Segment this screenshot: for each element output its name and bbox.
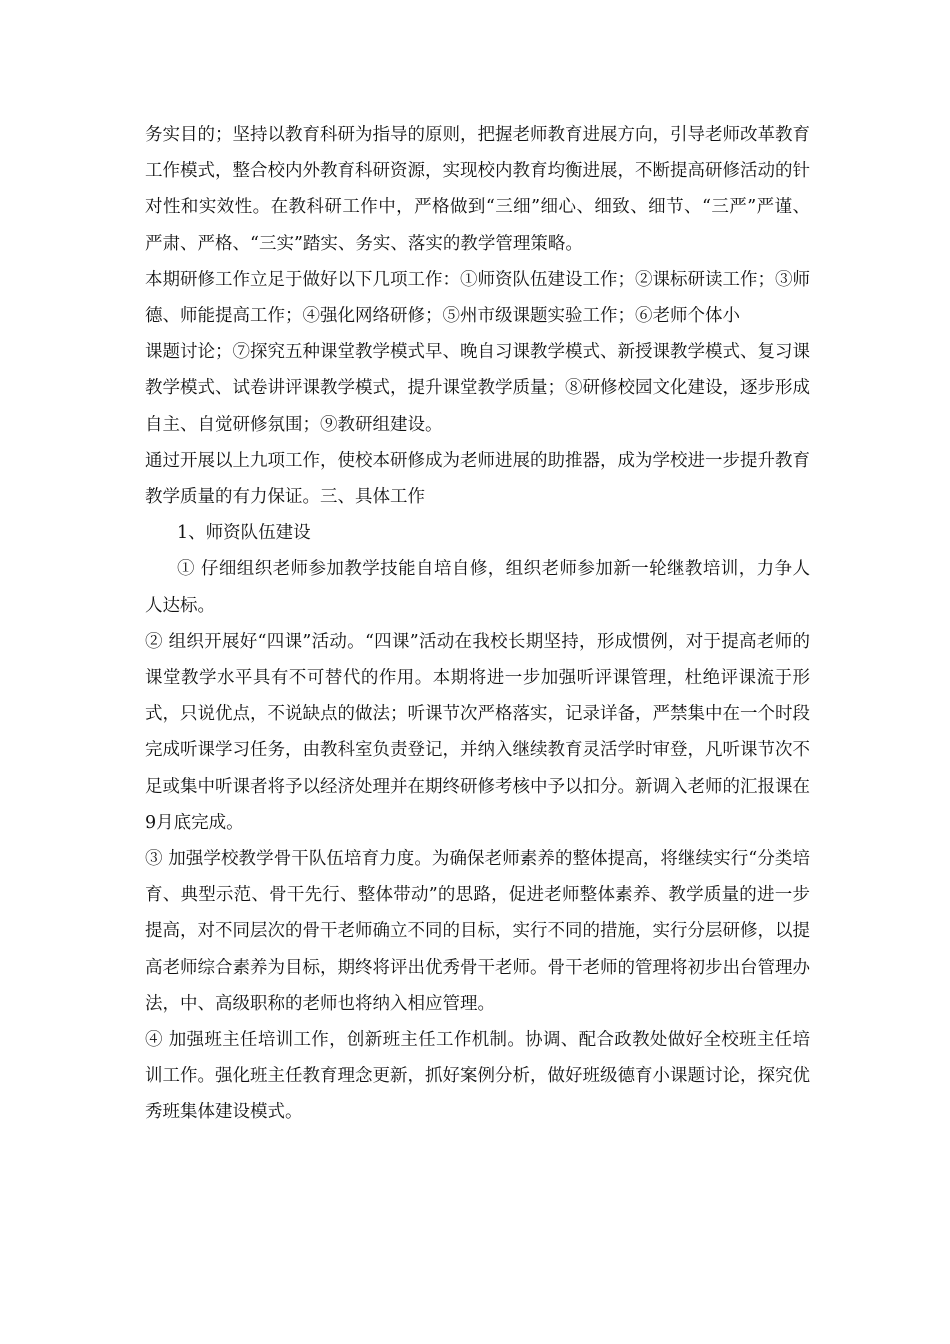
- paragraph-work-items: 本期研修工作立足于做好以下几项工作：①师资队伍建设工作；②课标研读工作；③师德、师能提高工作；④强化网络研修；⑤州市级课题实验工作；⑥老师个体小: [145, 269, 810, 327]
- paragraph-summary: 通过开展以上九项工作，使校本研修成为老师进展的助推器，成为学校进一步提升教育教学质量的有力保证。三、具体工作: [145, 450, 810, 508]
- paragraph-item-1: ① 仔细组织老师参加教学技能自培自修，组织老师参加新一轮继教培训，力争人人达标。: [145, 559, 810, 616]
- paragraph-work-items-continued: 课题讨论；⑦探究五种课堂教学模式早、晚自习课教学模式、新授课教学模式、复习课教学模式、试卷讲评课教学模式，提升课堂教学质量；⑧研修校园文化建设，逐步形成自主、自觉研修氛围；⑨教研组建设。: [145, 342, 810, 435]
- paragraph-item-2: ② 组织开展好“四课”活动。“四课”活动在我校长期坚持，形成惯例，对于提高老师的课堂教学水平具有不可替代的作用。本期将进一步加强听评课管理，杜绝评课流于形式，只说优点，不说缺点的做法；听课节次严格落实，记录详备，严禁集中在一个时段完成听课学习任务，由教科室负责登记，并纳入继续教育灵活学时审登，凡听课节次不足或集中听课者将予以经济处理并在期终研修考核中予以扣分。新调入老师的汇报课在9月底完成。: [145, 631, 810, 833]
- paragraph-item-3: ③ 加强学校教学骨干队伍培育力度。为确保老师素养的整体提高，将继续实行“分类培育、典型示范、骨干先行、整体带动”的思路，促进老师整体素养、教学质量的进一步提高，对不同层次的骨干老师确立不同的目标，实行不同的措施，实行分层研修，以提高老师综合素养为目标，期终将评出优秀骨干老师。骨干老师的管理将初步出台管理办法，中、高级职称的老师也将纳入相应管理。: [145, 849, 810, 1014]
- paragraph-item-4: ④ 加强班主任培训工作，创新班主任工作机制。协调、配合政教处做好全校班主任培训工作。强化班主任教育理念更新，抓好案例分析，做好班级德育小课题讨论，探究优秀班集体建设模式。: [145, 1030, 810, 1123]
- document-body: [145, 117, 810, 1131]
- section-heading-teacher-team: 1、师资队伍建设: [177, 523, 311, 544]
- paragraph-principles: 务实目的；坚持以教育科研为指导的原则，把握老师教育进展方向，引导老师改革教育工作模式，整合校内外教育科研资源，实现校内教育均衡进展，不断提高研修活动的针对性和实效性。在教科研工作中，严格做到“三细”细心、细致、细节、“三严”严谨、严肃、严格、“三实”踏实、务实、落实的教学管理策略。: [145, 125, 810, 254]
